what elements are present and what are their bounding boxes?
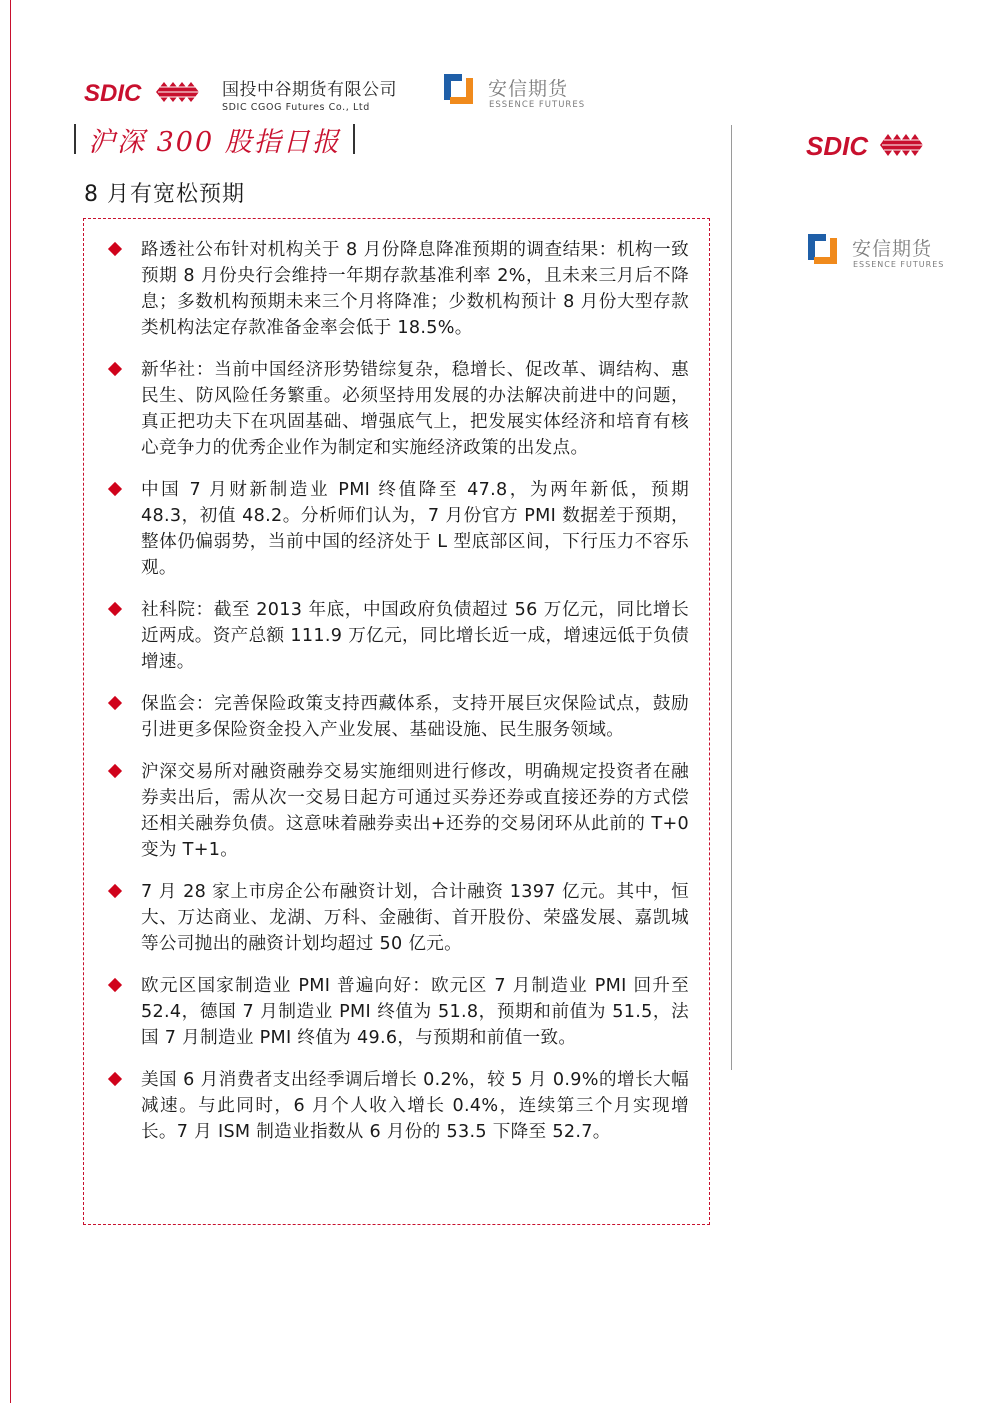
diamond-bullet-icon xyxy=(108,482,122,496)
sdic-diamond-grid-icon xyxy=(156,82,199,102)
sidebar-divider xyxy=(731,125,732,1070)
news-text: 美国 6 月消费者支出经季调后增长 0.2%，较 5 月 0.9%的增长大幅减速。与此同时，6 月个人收入增长 0.4%，连续第三个月实现增长。7 月 ISM 制造业指数从 6 月份的 53.5 下降至 52.7。 xyxy=(141,1070,689,1142)
sidebar-essence-name-cn: 安信期货 xyxy=(852,238,933,260)
news-item xyxy=(84,879,689,957)
title-left-bar xyxy=(74,124,76,154)
news-text: 社科院：截至 2013 年底，中国政府负债超过 56 万亿元，同比增长近两成。资产总额 111.9 万亿元，同比增长近一成，增速远低于负债增速。 xyxy=(141,600,689,672)
report-title xyxy=(74,120,355,158)
essence-l-shape-icon xyxy=(806,232,842,268)
diamond-bullet-icon xyxy=(108,602,122,616)
title-right-bar xyxy=(353,124,355,154)
sdic-logo-text: SDIC xyxy=(84,80,142,106)
news-text: 新华社：当前中国经济形势错综复杂，稳增长、促改革、调结构、惠民生、防风险任务繁重。必须坚持用发展的办法解决前进中的问题，真正把功夫下在巩固基础、增强底气上，把发展实体经济和培育有核心竞争力的优秀企业作为制定和实施经济政策的出发点。 xyxy=(141,360,689,458)
news-text: 路透社公布针对机构关于 8 月份降息降准预期的调查结果：机构一致预期 8 月份央行会维持一年期存款基准利率 2%，且未来三月后不降息；多数机构预期未来三个月将降准；少数机构预计 8 月份大型存款类机构法定存款准备金率会低于 18.5%。 xyxy=(141,240,689,338)
page-header xyxy=(84,70,604,114)
essence-name-en: ESSENCE FUTURES xyxy=(489,100,586,110)
essence-name-cn: 安信期货 xyxy=(488,78,569,100)
diamond-bullet-icon xyxy=(108,696,122,710)
news-text: 保监会：完善保险政策支持西藏体系，支持开展巨灾保险试点，鼓励引进更多保险资金投入产业发展、基础设施、民生服务领域。 xyxy=(141,694,689,740)
news-list xyxy=(84,219,709,1145)
news-item xyxy=(84,759,689,863)
company-name-cn: 国投中谷期货有限公司 xyxy=(222,80,397,100)
news-item xyxy=(84,357,689,461)
company-name-en: SDIC CGOG Futures Co., Ltd xyxy=(222,102,370,113)
news-item xyxy=(84,477,689,581)
sidebar-essence-name-en: ESSENCE FUTURES xyxy=(853,260,945,269)
diamond-bullet-icon xyxy=(108,242,122,256)
diamond-bullet-icon xyxy=(108,362,122,376)
sidebar-sdic-logo-text: SDIC xyxy=(806,131,869,160)
news-item xyxy=(84,237,689,341)
news-box xyxy=(83,218,710,1225)
news-text: 欧元区国家制造业 PMI 普遍向好：欧元区 7 月制造业 PMI 回升至 52.4，德国 7 月制造业 PMI 终值为 51.8，预期和前值为 51.5，法国 7 月制造业 PMI 终值为 49.6，与预期和前值一致。 xyxy=(141,976,689,1048)
news-text: 中国 7 月财新制造业 PMI 终值降至 47.8，为两年新低，预期 48.3，初值 48.2。分析师们认为，7 月份官方 PMI 数据差于预期，整体仍偏弱势，当前中国的经济处于 L 型底部区间，下行压力不容乐观。 xyxy=(141,480,689,578)
diamond-bullet-icon xyxy=(108,978,122,992)
news-item xyxy=(84,691,689,743)
report-title-text: 沪深 300 股指日报 xyxy=(88,126,341,158)
news-text: 7 月 28 家上市房企公布融资计划，合计融资 1397 亿元。其中，恒大、万达商业、龙湖、万科、金融街、首开股份、荣盛发展、嘉凯城等公司抛出的融资计划均超过 50 亿元。 xyxy=(141,882,689,954)
essence-l-shape-icon xyxy=(442,72,478,108)
news-item xyxy=(84,1067,689,1145)
company-name xyxy=(222,75,397,113)
diamond-bullet-icon xyxy=(108,884,122,898)
diamond-bullet-icon xyxy=(108,764,122,778)
diamond-bullet-icon xyxy=(108,1072,122,1086)
sdic-diamond-grid-icon xyxy=(880,134,923,156)
sdic-logo xyxy=(84,78,206,106)
news-item xyxy=(84,973,689,1051)
page-left-rule xyxy=(10,0,11,1403)
report-headline: 8 月有宽松预期 xyxy=(84,182,245,207)
news-text: 沪深交易所对融资融券交易实施细则进行修改，明确规定投资者在融券卖出后，需从次一交易日起方可通过买券还券或直接还券的方式偿还相关融券负债。这意味着融券卖出+还券的交易闭环从此前的 T+0 变为 T+1。 xyxy=(141,762,689,860)
sidebar-sdic-logo xyxy=(806,130,930,160)
news-item xyxy=(84,597,689,675)
